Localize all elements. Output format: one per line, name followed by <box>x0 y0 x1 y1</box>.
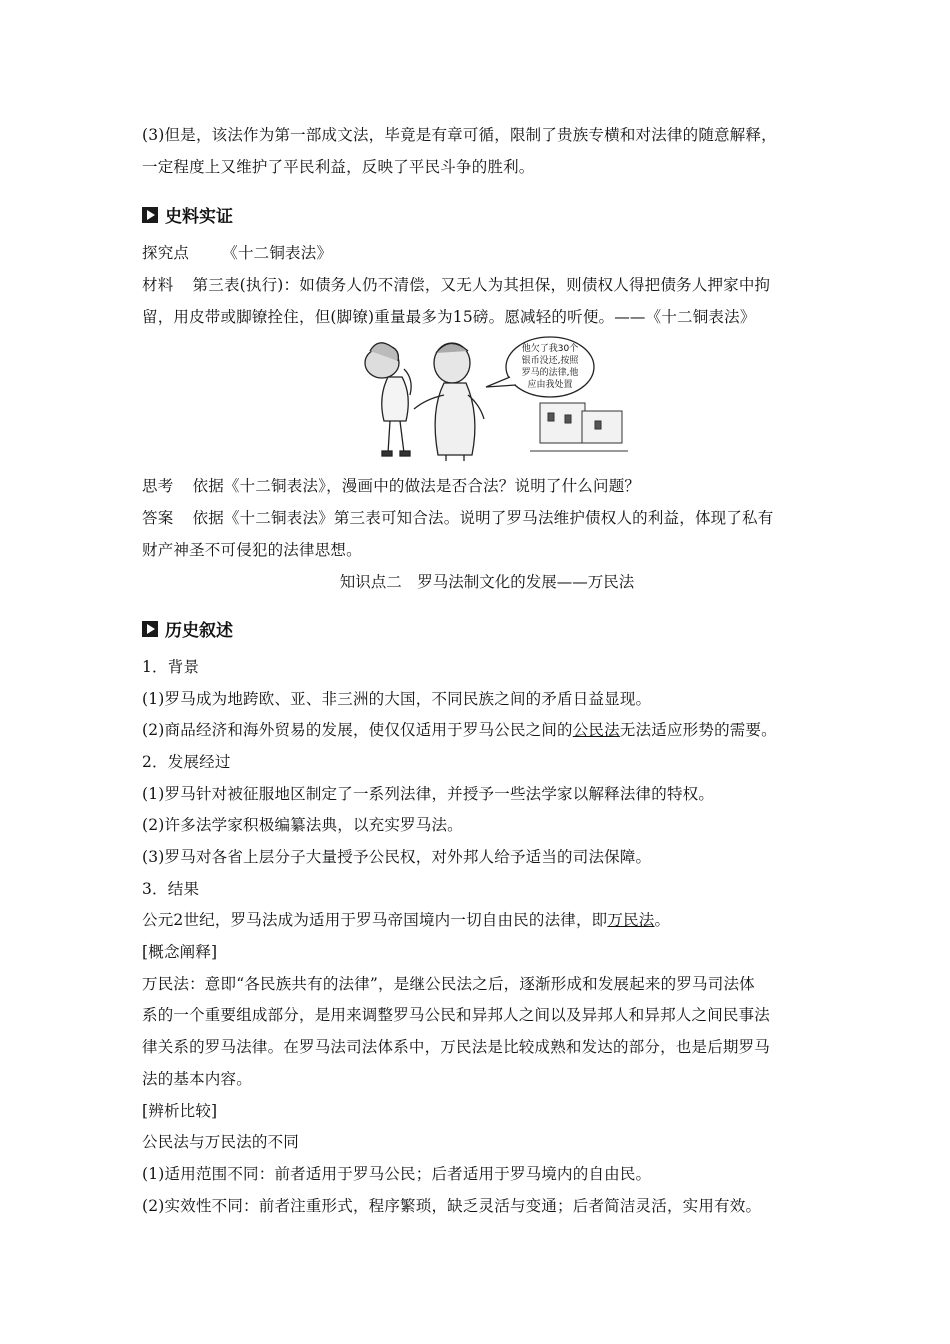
background-point-2-text: (2)商品经济和海外贸易的发展，使仅仅适用于罗马公民之间的 <box>142 721 573 739</box>
concept-line-4: 法的基本内容。 <box>142 1070 252 1088</box>
think-line <box>142 476 640 496</box>
think-label: 思考 <box>142 477 174 495</box>
compare-point-2: (2)实效性不同：前者注重形式，程序繁琐，缺乏灵活与变通；后者简洁灵活，实用有效。 <box>142 1197 762 1215</box>
development-point-2: (2)许多法学家积极编纂法典，以充实罗马法。 <box>142 816 463 834</box>
cartoon-illustration <box>360 333 630 465</box>
concept-line-2: 系的一个重要组成部分，是用来调整罗马公民和异邦人之间以及异邦人和异邦人之间民事法 <box>142 1006 771 1024</box>
law-of-nations-term: 万民法 <box>607 911 655 929</box>
explore-point <box>142 243 332 263</box>
para3-line1: (3)但是，该法作为第一部成文法，毕竟是有章可循，限制了贵族专横和对法律的随意解释， <box>142 126 777 144</box>
result-heading: 3．结果 <box>142 880 200 898</box>
result-text-tail: 。 <box>654 911 671 929</box>
background-heading: 1．背景 <box>142 658 200 676</box>
development-heading: 2．发展经过 <box>142 753 231 771</box>
answer-label: 答案 <box>142 509 174 527</box>
result-text-main: 公元2世纪，罗马法成为适用于罗马帝国境内一切自由民的法律，即 <box>142 911 608 929</box>
section-heading-evidence <box>142 202 233 227</box>
result-text <box>142 910 670 930</box>
material-line2: 留，用皮带或脚镣拴住，但(脚镣)重量最多为15磅。愿减轻的听便。——《十二铜表法》 <box>142 308 756 326</box>
explore-label: 探究点 <box>142 244 190 262</box>
answer-line2: 财产神圣不可侵犯的法律思想。 <box>142 541 362 559</box>
compare-title: 公民法与万民法的不同 <box>142 1133 300 1151</box>
development-point-1: (1)罗马针对被征服地区制定了一系列法律，并授予一些法学家以解释法律的特权。 <box>142 785 715 803</box>
concept-line-1: 万民法：意即“各民族共有的法律”，是继公民法之后，逐渐形成和发展起来的罗马司法体 <box>142 975 755 993</box>
compare-heading: [辨析比较] <box>142 1102 218 1120</box>
knowledge-point-title: 知识点二 罗马法制文化的发展——万民法 <box>339 573 635 591</box>
answer-text: 依据《十二铜表法》第三表可知合法。说明了罗马法维护债权人的利益，体现了私有 <box>192 509 774 527</box>
section-heading-label: 史料实证 <box>165 207 233 227</box>
section-heading-narrative <box>142 616 233 641</box>
explore-topic: 《十二铜表法》 <box>222 244 333 262</box>
background-point-1: (1)罗马成为地跨欧、亚、非三洲的大国，不同民族之间的矛盾日益显现。 <box>142 690 652 708</box>
think-text: 依据《十二铜表法》，漫画中的做法是否合法？说明了什么问题？ <box>192 477 641 495</box>
development-point-3: (3)罗马对各省上层分子大量授予公民权，对外邦人给予适当的司法保障。 <box>142 848 652 866</box>
section-heading-label: 历史叙述 <box>165 621 233 641</box>
compare-point-1: (1)适用范围不同：前者适用于罗马公民；后者适用于罗马境内的自由民。 <box>142 1165 652 1183</box>
material-label: 材料 <box>142 276 174 294</box>
concept-heading: [概念阐释] <box>142 943 218 961</box>
speech-line-2: 银币没还,按照 <box>521 356 579 366</box>
material-text: 第三表(执行)：如债务人仍不清偿，又无人为其担保，则债权人得把债务人押家中拘 <box>192 276 771 294</box>
play-triangle-icon <box>142 621 158 637</box>
concept-line-3: 律关系的罗马法律。在罗马法司法体系中，万民法是比较成熟和发达的部分，也是后期罗马 <box>142 1038 771 1056</box>
answer-line1 <box>142 508 773 528</box>
speech-line-1: 他欠了我30个 <box>521 344 579 354</box>
para3-line2: 一定程度上又维护了平民利益，反映了平民斗争的胜利。 <box>142 158 535 176</box>
play-triangle-icon <box>142 207 158 223</box>
background-point-2 <box>142 720 777 740</box>
speech-line-3: 罗马的法律,他 <box>521 368 579 378</box>
civil-law-term: 公民法 <box>572 721 620 739</box>
speech-line-4: 应由我处置 <box>527 380 573 390</box>
material-line1 <box>142 275 770 295</box>
background-point-2-tail: 无法适应形势的需要。 <box>619 721 777 739</box>
